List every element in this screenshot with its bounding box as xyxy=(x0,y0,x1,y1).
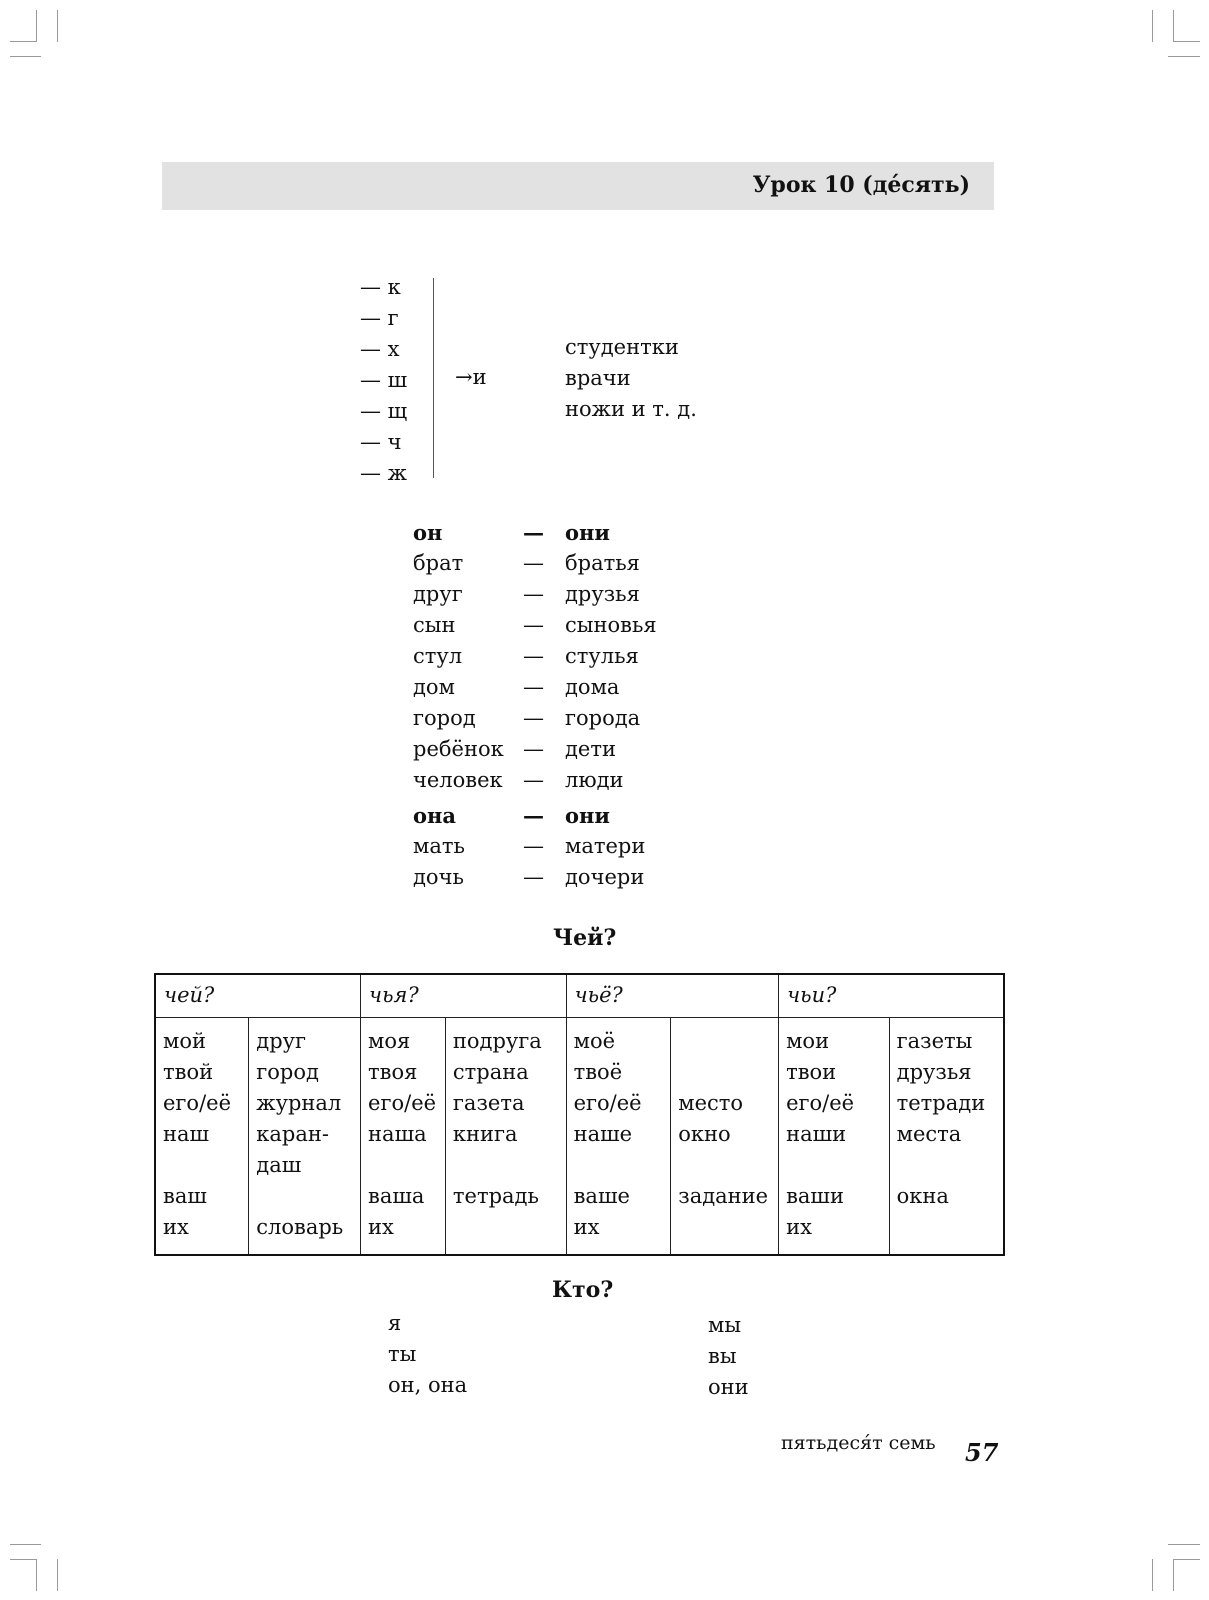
consonant-list xyxy=(360,272,407,489)
cell-line: журнал xyxy=(256,1090,342,1115)
cell-line: газета xyxy=(452,1090,525,1115)
plural-word: города xyxy=(565,706,641,730)
cell-line: книга xyxy=(452,1121,518,1146)
cell-line xyxy=(574,1150,671,1181)
pair-dash: — xyxy=(523,865,544,889)
who-singular-list xyxy=(388,1308,467,1401)
singular-word: она xyxy=(413,803,456,828)
singular-word: город xyxy=(413,706,476,730)
cell-line: даш xyxy=(256,1152,302,1177)
pair-dash: — xyxy=(523,613,544,637)
singular-word: ребёнок xyxy=(413,737,504,761)
cell-line: их xyxy=(368,1214,394,1239)
consonant-item: — х xyxy=(360,337,400,361)
table-cell xyxy=(445,1017,566,1255)
cell-line xyxy=(256,1181,360,1212)
table-body-row xyxy=(155,1017,1004,1255)
cell-line: его/её xyxy=(786,1090,855,1115)
cell-line: тетрадь xyxy=(452,1183,539,1208)
example-item: врачи xyxy=(565,366,631,390)
cell-line: их xyxy=(163,1214,189,1239)
pronoun: вы xyxy=(708,1344,737,1368)
page-number: 57 xyxy=(965,1438,999,1467)
pair-dash: — xyxy=(523,737,544,761)
header-cell: чья? xyxy=(361,974,567,1017)
cell-line xyxy=(897,1150,1003,1181)
cell-line: друг xyxy=(256,1028,306,1053)
pair-dash: — xyxy=(523,706,544,730)
cell-line: места xyxy=(896,1121,962,1146)
cell-line: твои xyxy=(786,1059,837,1084)
cell-line: наши xyxy=(786,1121,847,1146)
cell-line: ваша xyxy=(368,1183,425,1208)
plural-word: люди xyxy=(565,768,624,792)
cell-line: страна xyxy=(452,1059,529,1084)
consonant-item: — ч xyxy=(360,430,402,454)
pair-dash: — xyxy=(523,834,544,858)
cell-line: наш xyxy=(163,1121,210,1146)
cell-line: мой xyxy=(163,1028,206,1053)
header-cell: чьи? xyxy=(779,974,1004,1017)
cell-line: твоя xyxy=(368,1059,418,1084)
example-item: студентки xyxy=(565,335,679,359)
pair-dash: — xyxy=(523,803,544,828)
example-item: ножи и т. д. xyxy=(565,397,697,421)
cell-line: ваше xyxy=(573,1183,630,1208)
pronoun: они xyxy=(708,1375,749,1399)
cell-line: моя xyxy=(368,1028,411,1053)
pair-dash: — xyxy=(523,768,544,792)
cell-line: их xyxy=(573,1214,600,1239)
cell-line: тетради xyxy=(896,1090,986,1115)
cell-line: их xyxy=(786,1214,812,1239)
plural-word: стулья xyxy=(565,644,639,668)
singular-word: дом xyxy=(413,675,455,699)
consonant-item: — щ xyxy=(360,399,408,423)
consonant-item: — ш xyxy=(360,368,408,392)
cell-line: наша xyxy=(368,1121,427,1146)
cell-line: твоё xyxy=(573,1059,623,1084)
cell-line xyxy=(786,1150,889,1181)
table-cell xyxy=(889,1017,1004,1255)
singular-word: он xyxy=(413,520,443,545)
singular-word: человек xyxy=(413,768,503,792)
bracket-line xyxy=(433,278,434,478)
example-list xyxy=(565,332,697,425)
singular-word: стул xyxy=(413,644,463,668)
cell-line: подруга xyxy=(452,1028,542,1053)
cell-line xyxy=(678,1212,778,1243)
cell-line xyxy=(368,1150,445,1181)
plural-word: братья xyxy=(565,551,640,575)
cell-line: друзья xyxy=(896,1059,972,1084)
cell-line: наше xyxy=(573,1121,633,1146)
plural-word: они xyxy=(565,803,610,828)
cell-line: газеты xyxy=(896,1028,973,1053)
cell-line xyxy=(678,1057,778,1088)
singular-word: друг xyxy=(413,582,463,606)
header-cell: чьё? xyxy=(566,974,778,1017)
pronoun: он, она xyxy=(388,1373,468,1397)
pronoun: ты xyxy=(388,1342,417,1366)
plural-word: матери xyxy=(565,834,646,858)
cell-line: каран- xyxy=(256,1121,329,1146)
ending-arrow: →и xyxy=(455,365,487,389)
pair-dash: — xyxy=(523,582,544,606)
table-cell xyxy=(671,1017,779,1255)
table-cell xyxy=(155,1017,249,1255)
cell-line: мои xyxy=(786,1028,830,1053)
table-cell xyxy=(361,1017,446,1255)
header-cell: чей? xyxy=(155,974,361,1017)
pronoun: мы xyxy=(708,1313,742,1337)
table-cell xyxy=(249,1017,361,1255)
pair-dash: — xyxy=(523,644,544,668)
cell-line: окна xyxy=(896,1183,949,1208)
whose-title: Чей? xyxy=(553,925,617,951)
who-plural-list xyxy=(708,1310,749,1403)
table-cell xyxy=(779,1017,890,1255)
plural-word: дочери xyxy=(565,865,645,889)
singular-word: брат xyxy=(413,551,464,575)
lesson-title: Урок 10 (де́сять) xyxy=(752,172,970,198)
consonant-item: — ж xyxy=(360,461,407,485)
cell-line: словарь xyxy=(256,1214,344,1239)
pair-dash: — xyxy=(523,551,544,575)
cell-line: его/её xyxy=(368,1090,437,1115)
possessive-table xyxy=(154,973,1005,1256)
plural-word: дома xyxy=(565,675,620,699)
table-cell xyxy=(566,1017,671,1255)
cell-line xyxy=(678,1026,778,1057)
pair-dash: — xyxy=(523,520,544,545)
who-title: Кто? xyxy=(552,1277,614,1303)
plural-word: они xyxy=(565,520,610,545)
cell-line xyxy=(453,1212,566,1243)
lesson-header xyxy=(162,162,994,210)
plural-word: друзья xyxy=(565,582,640,606)
cell-line: окно xyxy=(678,1121,731,1146)
cell-line: его/её xyxy=(163,1090,232,1115)
cell-line xyxy=(163,1150,248,1181)
pronoun: я xyxy=(388,1311,402,1335)
consonant-item: — к xyxy=(360,275,401,299)
table-header-row xyxy=(155,974,1004,1017)
cell-line: ваши xyxy=(786,1183,844,1208)
singular-word: мать xyxy=(413,834,465,858)
cell-line: город xyxy=(256,1059,319,1084)
cell-line: место xyxy=(678,1090,744,1115)
singular-word: дочь xyxy=(413,865,464,889)
plural-word: сыновья xyxy=(565,613,657,637)
cell-line: ваш xyxy=(163,1183,207,1208)
cell-line: его/её xyxy=(573,1090,642,1115)
page-number-words: пятьдеся́т семь xyxy=(781,1432,936,1454)
consonant-item: — г xyxy=(360,306,399,330)
cell-line xyxy=(678,1150,778,1181)
plural-word: дети xyxy=(565,737,616,761)
cell-line: моё xyxy=(573,1028,616,1053)
cell-line xyxy=(453,1150,566,1181)
singular-word: сын xyxy=(413,613,456,637)
cell-line: задание xyxy=(678,1183,769,1208)
pair-dash: — xyxy=(523,675,544,699)
cell-line: твой xyxy=(163,1059,214,1084)
cell-line xyxy=(897,1212,1003,1243)
